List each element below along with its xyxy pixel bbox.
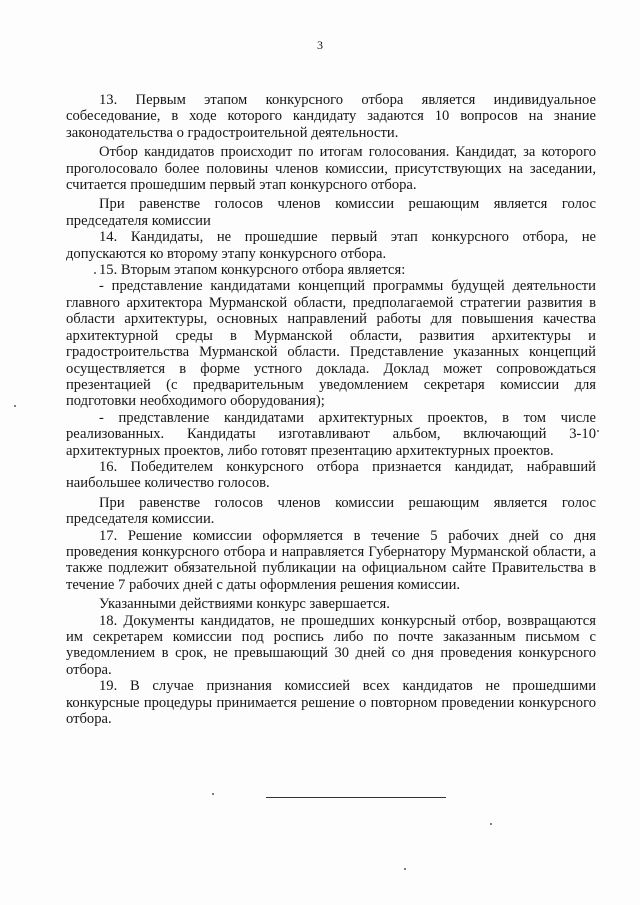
paragraph-13: 13. Первым этапом конкурсного отбора является индивидуальное собеседование, в ходе которого кандидату задаются 10 вопросов на знание законодательства о градостроительной деятельности. [66, 92, 596, 141]
scan-speck [490, 823, 492, 825]
paragraph-selection-vote: Отбор кандидатов происходит по итогам голосования. Кандидат, за которого проголосовало более половины членов комиссии, присутствующих на заседании, считается прошедшим первый этап конкурсного отбора. [66, 144, 596, 194]
document-body [66, 92, 596, 727]
scan-speck [597, 430, 599, 432]
page-number: 3 [317, 38, 323, 52]
paragraph-14: 14. Кандидаты, не прошедшие первый этап конкурсного отбора, не допускаются ко второму этапу конкурсного отбора. [66, 229, 596, 262]
paragraph-contest-end: Указанными действиями конкурс завершается. [99, 596, 390, 613]
paragraph-19: 19. В случае признания комиссией всех кандидатов не прошедшими конкурсные процедуры принимается решение о повторном проведении конкурсного отбора. [66, 678, 596, 728]
scan-speck [14, 405, 16, 407]
paragraph-15: 15. Вторым этапом конкурсного отбора является: [99, 262, 406, 279]
paragraph-17: 17. Решение комиссии оформляется в течение 5 рабочих дней со дня проведения конкурсного отбора и направляется Губернатору Мурманской области, а также подлежит обязательной публикации на официальном сайте Правительства в течение 7 рабочих дней с даты оформления решения комиссии. [66, 527, 596, 593]
closing-divider-line [266, 797, 446, 798]
paragraph-18: 18. Документы кандидатов, не прошедших конкурсный отбор, возвращаются им секретарем комиссии под роспись либо по почте заказанным письмом с уведомлением в срок, не превышающий 30 дней со дня проведения конкурсного отбора. [66, 612, 596, 678]
paragraph-tie-vote-1: При равенстве голосов членов комиссии решающим является голос председателя комиссии [66, 196, 596, 229]
paragraph-15-item-projects: - представление кандидатами архитектурных проектов, в том числе реализованных. Кандидаты изготавливают альбом, включающий 3-10 архитектурных проектов, либо готовят презентацию архитектурных проектов. [66, 409, 596, 459]
paragraph-16: 16. Победителем конкурсного отбора признается кандидат, набравший наибольшее количество голосов. [66, 458, 596, 492]
paragraph-15-item-concepts: - представление кандидатами концепций программы будущей деятельности главного архитектора Мурманской области, предполагаемой стратегии развития в области архитектуры, основных направлений работы для повышения качества архитектурной среды в Мурманской области, развития архитектуры и градостроительства Мурманской области. Представление указанных концепций осуществляется в форме устного доклада. Доклад может сопровождаться презентацией (с предварительным уведомлением секретаря комиссии для подготовки необходимого оборудования); [66, 278, 596, 410]
scan-speck [404, 868, 406, 870]
paragraph-tie-vote-2: При равенстве голосов членов комиссии решающим является голос председателя комиссии. [66, 494, 596, 528]
scan-speck [94, 272, 96, 274]
scan-speck [212, 793, 214, 795]
